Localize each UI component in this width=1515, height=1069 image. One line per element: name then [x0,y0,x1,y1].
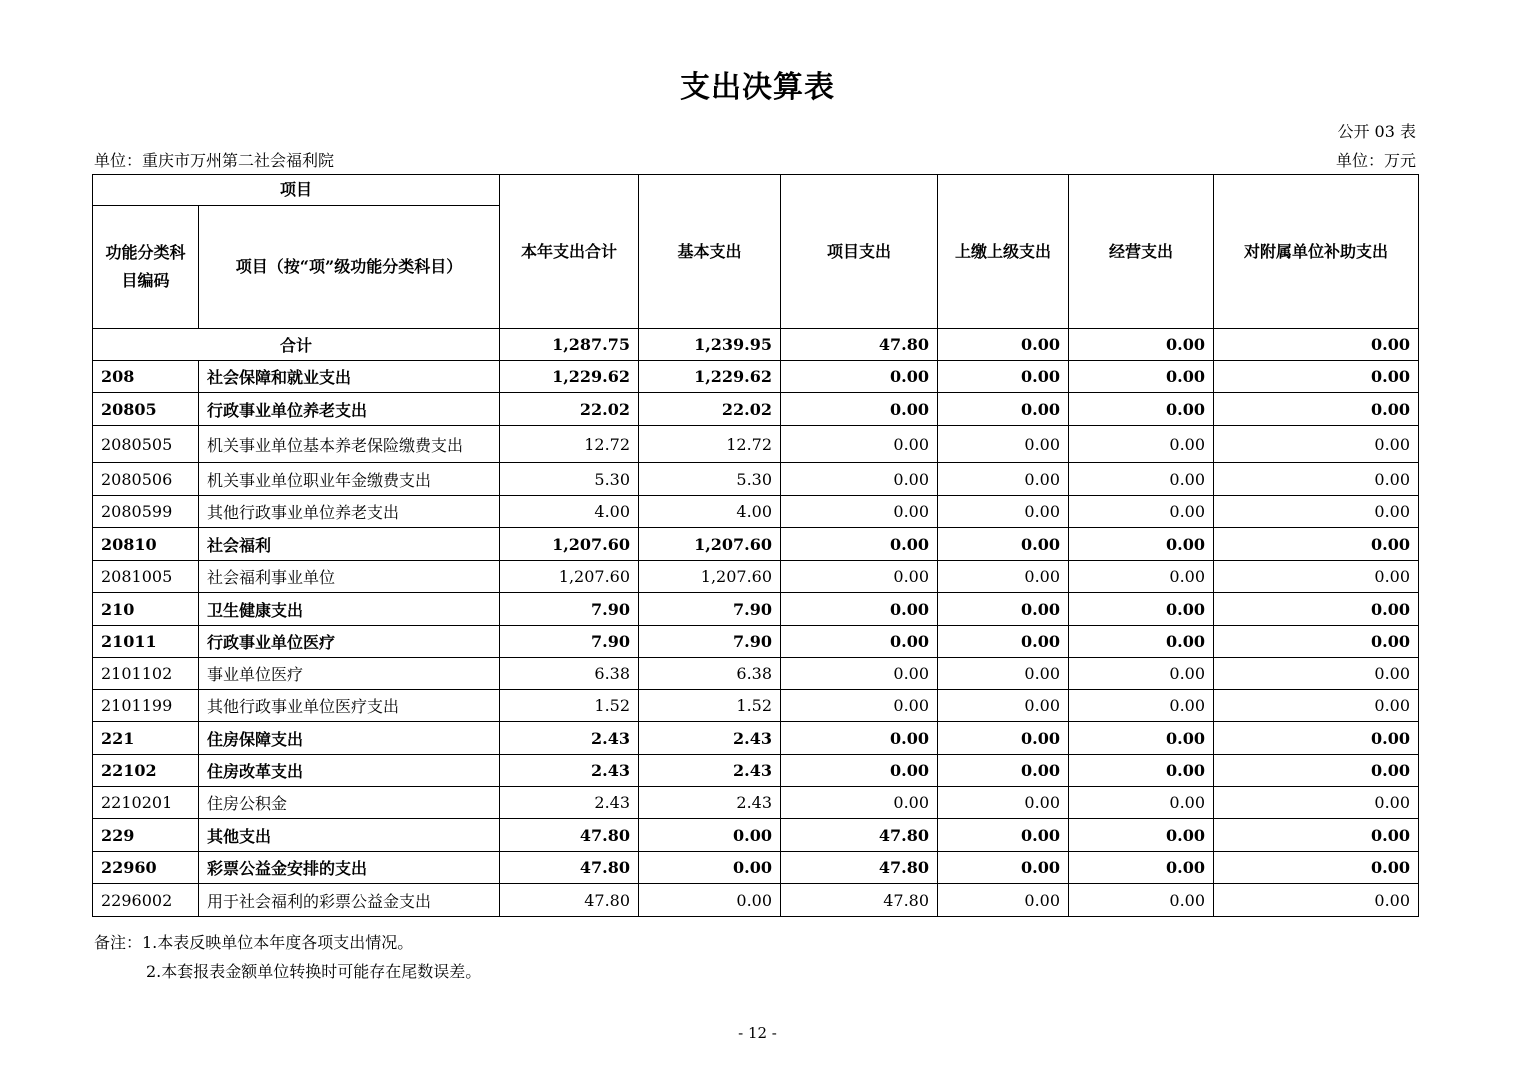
form-number: 公开 03 表 [1337,122,1416,141]
row-value: 0.00 [781,561,938,593]
row-value: 0.00 [938,722,1069,755]
row-value: 7.90 [639,626,781,658]
total-value: 0.00 [1214,329,1419,361]
total-value: 1,287.75 [500,329,639,361]
row-code: 2080505 [93,426,199,463]
row-value: 2.43 [500,722,639,755]
row-code: 2101199 [93,690,199,722]
row-value: 0.00 [938,658,1069,690]
row-value: 0.00 [781,463,938,496]
row-name: 行政事业单位养老支出 [199,393,500,426]
header-project-group: 项目 [93,175,500,206]
table-row [93,528,1419,561]
row-value: 0.00 [781,755,938,787]
row-value: 0.00 [938,593,1069,626]
row-name: 事业单位医疗 [199,658,500,690]
row-value: 47.80 [781,852,938,884]
row-value: 0.00 [1069,393,1214,426]
header-name: 项目（按“项”级功能分类科目） [199,206,500,329]
row-value: 0.00 [781,722,938,755]
row-value: 2.43 [500,787,639,819]
row-name: 机关事业单位职业年金缴费支出 [199,463,500,496]
row-value: 47.80 [781,819,938,852]
row-code: 22960 [93,852,199,884]
row-value: 0.00 [1069,884,1214,917]
row-value: 47.80 [500,884,639,917]
total-row [93,329,1419,361]
row-name: 彩票公益金安排的支出 [199,852,500,884]
row-name: 其他行政事业单位医疗支出 [199,690,500,722]
row-code: 2101102 [93,658,199,690]
row-code: 20805 [93,393,199,426]
row-code: 20810 [93,528,199,561]
row-value: 0.00 [1214,426,1419,463]
header-basic-expenditure: 基本支出 [639,175,781,329]
row-value: 0.00 [1069,755,1214,787]
row-value: 0.00 [1214,593,1419,626]
row-value: 0.00 [1069,496,1214,528]
total-value: 0.00 [938,329,1069,361]
table-row [93,884,1419,917]
row-value: 0.00 [1069,787,1214,819]
row-value: 0.00 [639,819,781,852]
row-code: 2080599 [93,496,199,528]
row-value: 1,207.60 [500,528,639,561]
row-value: 0.00 [938,561,1069,593]
table-row [93,393,1419,426]
header-project-expenditure: 项目支出 [781,175,938,329]
row-value: 7.90 [500,593,639,626]
row-value: 5.30 [639,463,781,496]
row-value: 7.90 [500,626,639,658]
expenditure-table [92,174,1419,917]
row-value: 0.00 [1214,626,1419,658]
table-row [93,852,1419,884]
header-total-expenditure: 本年支出合计 [500,175,639,329]
row-value: 0.00 [1069,658,1214,690]
table-row [93,819,1419,852]
row-value: 0.00 [938,690,1069,722]
row-code: 210 [93,593,199,626]
row-value: 0.00 [1069,528,1214,561]
row-name: 其他支出 [199,819,500,852]
row-value: 0.00 [1214,393,1419,426]
row-value: 0.00 [938,755,1069,787]
row-value: 2.43 [639,722,781,755]
row-name: 住房改革支出 [199,755,500,787]
row-value: 0.00 [781,787,938,819]
row-value: 0.00 [639,884,781,917]
row-value: 1.52 [500,690,639,722]
row-value: 0.00 [938,819,1069,852]
row-value: 0.00 [938,463,1069,496]
row-code: 229 [93,819,199,852]
note-line: 备注：1.本表反映单位本年度各项支出情况。 [94,933,414,952]
row-value: 0.00 [639,852,781,884]
row-name: 住房保障支出 [199,722,500,755]
row-value: 0.00 [1069,819,1214,852]
row-value: 1,229.62 [500,361,639,393]
row-value: 12.72 [500,426,639,463]
row-code: 221 [93,722,199,755]
row-value: 0.00 [1214,690,1419,722]
row-value: 0.00 [938,496,1069,528]
row-value: 0.00 [1069,426,1214,463]
row-value: 0.00 [938,426,1069,463]
row-value: 4.00 [639,496,781,528]
row-value: 0.00 [1214,496,1419,528]
row-code: 2210201 [93,787,199,819]
row-value: 0.00 [1214,787,1419,819]
row-value: 7.90 [639,593,781,626]
row-name: 住房公积金 [199,787,500,819]
row-value: 22.02 [639,393,781,426]
row-value: 0.00 [1069,852,1214,884]
row-value: 22.02 [500,393,639,426]
row-value: 0.00 [1214,884,1419,917]
row-value: 0.00 [1214,361,1419,393]
row-value: 6.38 [639,658,781,690]
row-value: 0.00 [781,528,938,561]
header-subsidy-expenditure: 对附属单位补助支出 [1214,175,1419,329]
row-value: 0.00 [781,658,938,690]
row-value: 0.00 [1069,690,1214,722]
row-value: 0.00 [1069,626,1214,658]
row-value: 1.52 [639,690,781,722]
row-value: 1,229.62 [639,361,781,393]
table-row [93,361,1419,393]
row-value: 47.80 [781,884,938,917]
row-value: 4.00 [500,496,639,528]
row-value: 0.00 [938,626,1069,658]
row-value: 0.00 [1069,463,1214,496]
header-code: 功能分类科目编码 [93,206,199,329]
row-code: 22102 [93,755,199,787]
row-value: 0.00 [1214,819,1419,852]
table-row [93,561,1419,593]
row-value: 0.00 [1214,722,1419,755]
row-value: 12.72 [639,426,781,463]
row-value: 0.00 [781,393,938,426]
row-value: 0.00 [1214,561,1419,593]
row-code: 2296002 [93,884,199,917]
row-value: 0.00 [938,884,1069,917]
row-value: 0.00 [1214,463,1419,496]
row-value: 2.43 [639,787,781,819]
row-value: 0.00 [781,361,938,393]
row-value: 0.00 [1214,528,1419,561]
row-value: 0.00 [781,496,938,528]
page-title: 支出决算表 [680,70,835,105]
table-row [93,593,1419,626]
row-name: 其他行政事业单位养老支出 [199,496,500,528]
row-value: 0.00 [938,393,1069,426]
row-name: 机关事业单位基本养老保险缴费支出 [199,426,500,463]
row-value: 0.00 [1214,852,1419,884]
header-upper-level-expenditure: 上缴上级支出 [938,175,1069,329]
row-name: 卫生健康支出 [199,593,500,626]
row-value: 0.00 [938,787,1069,819]
row-value: 0.00 [1214,755,1419,787]
table-row [93,722,1419,755]
row-code: 2080506 [93,463,199,496]
row-value: 0.00 [781,626,938,658]
row-name: 行政事业单位医疗 [199,626,500,658]
row-value: 0.00 [781,690,938,722]
row-value: 2.43 [639,755,781,787]
note-line: 2.本套报表金额单位转换时可能存在尾数误差。 [146,962,482,981]
currency-unit: 单位：万元 [1335,151,1416,170]
row-name: 社会福利 [199,528,500,561]
table-row [93,787,1419,819]
row-value: 0.00 [1214,658,1419,690]
row-code: 2081005 [93,561,199,593]
row-name: 社会保障和就业支出 [199,361,500,393]
table-row [93,658,1419,690]
row-value: 2.43 [500,755,639,787]
row-value: 0.00 [938,852,1069,884]
total-value: 47.80 [781,329,938,361]
table-row [93,496,1419,528]
total-value: 1,239.95 [639,329,781,361]
page-number: - 12 - [738,1024,777,1042]
row-value: 0.00 [938,361,1069,393]
table-row [93,755,1419,787]
row-value: 5.30 [500,463,639,496]
row-value: 0.00 [938,528,1069,561]
row-value: 0.00 [781,593,938,626]
row-code: 208 [93,361,199,393]
row-value: 1,207.60 [639,561,781,593]
row-value: 0.00 [1069,561,1214,593]
row-value: 0.00 [1069,722,1214,755]
row-value: 1,207.60 [500,561,639,593]
reporting-unit: 单位：重庆市万州第二社会福利院 [94,151,335,170]
row-value: 47.80 [500,819,639,852]
row-name: 社会福利事业单位 [199,561,500,593]
table-row [93,626,1419,658]
table-row [93,690,1419,722]
row-value: 0.00 [1069,361,1214,393]
total-label: 合计 [93,329,500,361]
row-value: 0.00 [781,426,938,463]
row-code: 21011 [93,626,199,658]
table-row [93,426,1419,463]
row-value: 6.38 [500,658,639,690]
notes [94,928,481,986]
row-name: 用于社会福利的彩票公益金支出 [199,884,500,917]
row-value: 47.80 [500,852,639,884]
total-value: 0.00 [1069,329,1214,361]
row-value: 1,207.60 [639,528,781,561]
table-row [93,463,1419,496]
row-value: 0.00 [1069,593,1214,626]
header-business-expenditure: 经营支出 [1069,175,1214,329]
